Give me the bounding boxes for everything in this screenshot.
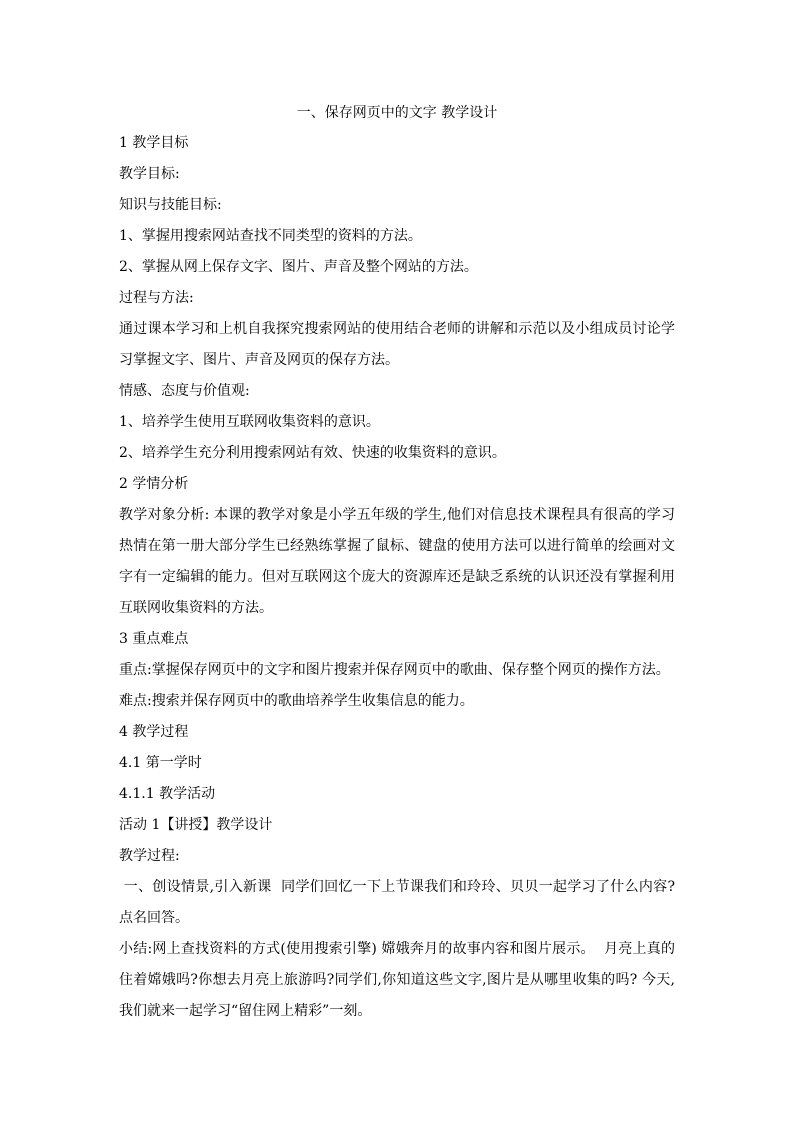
- document-body: [119, 133, 675, 1027]
- paragraph: 教学目标:: [119, 166, 180, 182]
- paragraph: 小结:网上查找资料的方式(使用搜索引擎) 嫦娥奔月的故事内容和图片展示。 月亮上真的住着嫦娥吗?你想去月亮上旅游吗?同学们,你知道这些文字,图片是从哪里收集的吗? 今天,我们就来一起学习“留住网上精彩”一刻。: [119, 941, 675, 1019]
- list-item: 2、掌握从网上保存文字、图片、声音及整个网站的方法。: [119, 259, 478, 275]
- section-heading-analysis: 2 学情分析: [119, 476, 189, 492]
- section-heading-process: 4 教学过程: [119, 724, 189, 740]
- list-item: 1、掌握用搜索网站查找不同类型的资料的方法。: [119, 228, 422, 244]
- paragraph: 重点:掌握保存网页中的文字和图片搜索并保存网页中的歌曲、保存整个网页的操作方法。: [119, 662, 670, 678]
- list-item: 2、培养学生充分利用搜索网站有效、快速的收集资料的意识。: [119, 445, 506, 461]
- section-heading-objectives: 1 教学目标: [119, 135, 189, 151]
- list-item: 1、培养学生使用互联网收集资料的意识。: [119, 414, 380, 430]
- paragraph: 教学过程:: [119, 848, 180, 864]
- subsection-heading: 4.1 第一学时: [119, 755, 202, 771]
- subsection-heading: 4.1.1 教学活动: [119, 786, 216, 802]
- document-title: 一、保存网页中的文字 教学设计: [296, 105, 498, 121]
- paragraph: 一、创设情景,引入新课 同学们回忆一下上节课我们和玲玲、贝贝一起学习了什么内容?点名回答。: [119, 879, 675, 926]
- section-heading-keypoints: 3 重点难点: [119, 631, 189, 647]
- paragraph: 过程与方法:: [119, 290, 194, 306]
- paragraph: 教学对象分析: 本课的教学对象是小学五年级的学生,他们对信息技术课程具有很高的学习热情在第一册大部分学生已经熟练掌握了鼠标、键盘的使用方法可以进行简单的绘画对文字有一定编辑的能力。但对互联网这个庞大的资源库还是缺乏系统的认识还没有掌握利用互联网收集资料的方法。: [119, 507, 675, 616]
- paragraph: 难点:搜索并保存网页中的歌曲培养学生收集信息的能力。: [119, 693, 474, 709]
- paragraph: 通过课本学习和上机自我探究搜索网站的使用结合老师的讲解和示范以及小组成员讨论学习掌握文字、图片、声音及网页的保存方法。: [119, 321, 675, 368]
- paragraph: 活动 1【讲授】教学设计: [119, 817, 273, 833]
- paragraph: 情感、态度与价值观:: [119, 383, 250, 399]
- paragraph: 知识与技能目标:: [119, 197, 222, 213]
